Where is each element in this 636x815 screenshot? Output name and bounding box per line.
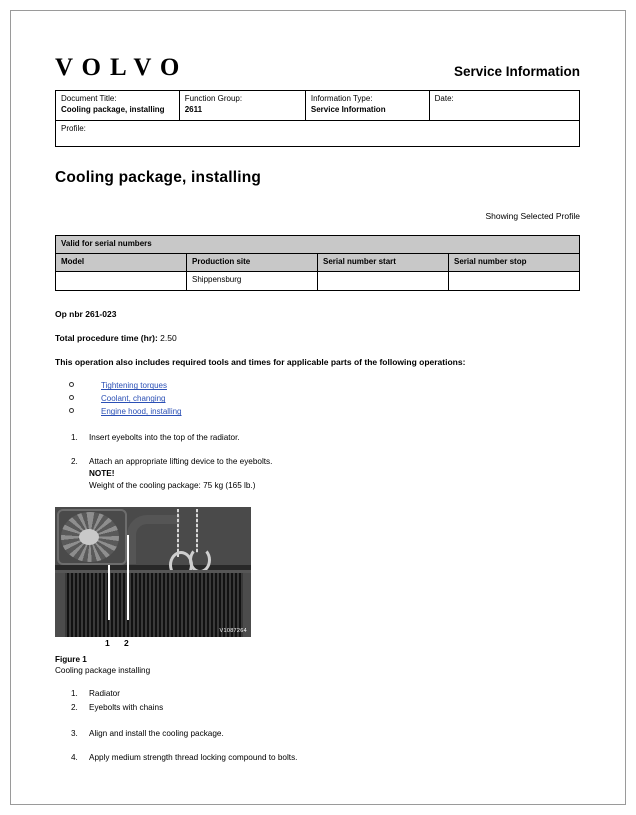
step-number: 3. [71, 729, 78, 739]
table-row [56, 120, 580, 146]
step-number: 4. [71, 752, 78, 762]
radiator-core [55, 570, 251, 637]
column-header-serial-stop: Serial number stop [449, 253, 580, 271]
document-content [55, 40, 580, 775]
step-number: 1. [71, 433, 78, 443]
figure-callouts [55, 637, 251, 651]
lifting-chain-right [196, 509, 198, 553]
page-title: Cooling package, installing [55, 168, 262, 186]
legend-number: 1. [71, 688, 78, 698]
callout-number-1: 1 [105, 637, 110, 648]
link-coolant-changing[interactable]: Coolant, changing [101, 394, 166, 404]
cell-function-group [179, 91, 305, 121]
showing-selected-profile: Showing Selected Profile [485, 210, 580, 221]
link-engine-hood-installing[interactable]: Engine hood, installing [101, 407, 182, 417]
cell-date [429, 91, 579, 121]
function-group-label: Function Group: [184, 94, 243, 103]
step-text: Attach an appropriate lifting device to the eyebolts. [89, 456, 273, 466]
total-time-line [55, 333, 580, 343]
step-number: 2. [71, 456, 78, 466]
related-operations-list [55, 381, 580, 416]
note-text: Weight of the cooling package: 75 kg (165 lb.) [89, 481, 256, 491]
procedure-steps-top [55, 432, 580, 492]
cooling-package-photo [55, 507, 251, 637]
list-item[interactable] [69, 381, 580, 390]
legend-text: Eyebolts with chains [89, 702, 164, 712]
step-text: Apply medium strength thread locking compound to bolts. [89, 752, 298, 762]
legend-number: 2. [71, 702, 78, 712]
list-item[interactable] [69, 407, 580, 416]
profile-label: Profile: [61, 123, 86, 133]
callout-leader-line-1 [108, 565, 110, 620]
date-label: Date: [434, 94, 454, 103]
fan-hub [79, 529, 99, 545]
cell-serial-start [318, 272, 449, 291]
op-number-value: 261-023 [85, 309, 117, 320]
total-time-value: 2.50 [160, 333, 177, 344]
cell-profile [56, 120, 580, 146]
procedure-steps-bottom [55, 728, 580, 764]
total-time-label: Total procedure time (hr): [55, 333, 158, 344]
circle-bullet-icon [69, 395, 74, 400]
link-tightening-torques[interactable]: Tightening torques [101, 381, 167, 391]
op-number-label: Op nbr [55, 309, 83, 320]
cell-document-title [56, 91, 180, 121]
cell-serial-stop [449, 272, 580, 291]
cell-model [56, 272, 187, 291]
information-type-value: Service Information [310, 104, 386, 114]
radiator-frame-left [55, 573, 65, 637]
column-header-production-site: Production site [187, 253, 318, 271]
list-item [55, 752, 580, 764]
document-header [55, 40, 580, 80]
includes-operations-text: This operation also includes required tools and times for applicable parts of the following operations: [55, 357, 466, 368]
list-item [55, 432, 580, 444]
figure-caption-text: Cooling package installing [55, 665, 151, 675]
figure-legend [55, 687, 580, 715]
information-type-label: Information Type: [310, 94, 373, 103]
function-group-value: 2611 [184, 104, 203, 114]
document-title-label: Document Title: [61, 94, 117, 103]
note-label: NOTE! [89, 468, 115, 478]
document-info-table [55, 90, 580, 147]
figure-caption-title: Figure 1 [55, 654, 87, 664]
image-code: V1087264 [219, 627, 247, 634]
list-item [55, 701, 580, 715]
serial-table-caption: Valid for serial numbers [56, 235, 580, 253]
lifting-chain-left [177, 509, 179, 557]
list-item [55, 687, 580, 701]
figure-container [55, 507, 251, 651]
column-header-serial-start: Serial number start [318, 253, 449, 271]
table-header-row [56, 253, 580, 271]
list-item [55, 728, 580, 740]
cell-production-site: Shippensburg [187, 272, 318, 291]
op-number-line [55, 309, 580, 319]
service-information-title: Service Information [453, 63, 580, 79]
callout-number-2: 2 [124, 637, 129, 648]
callout-leader-line-2 [127, 535, 129, 620]
step-text: Align and install the cooling package. [89, 729, 224, 739]
document-title-value: Cooling package, installing [61, 104, 165, 114]
legend-text: Radiator [89, 688, 120, 698]
table-row [56, 235, 580, 253]
step-text: Insert eyebolts into the top of the radiator. [89, 433, 240, 443]
volvo-logo: VOLVO [55, 54, 189, 81]
table-row [56, 91, 580, 121]
table-row [56, 272, 580, 291]
circle-bullet-icon [69, 408, 74, 413]
serial-numbers-table [55, 235, 580, 292]
list-item[interactable] [69, 394, 580, 403]
column-header-model: Model [56, 253, 187, 271]
cell-information-type [305, 91, 429, 121]
list-item [55, 456, 580, 493]
circle-bullet-icon [69, 382, 74, 387]
